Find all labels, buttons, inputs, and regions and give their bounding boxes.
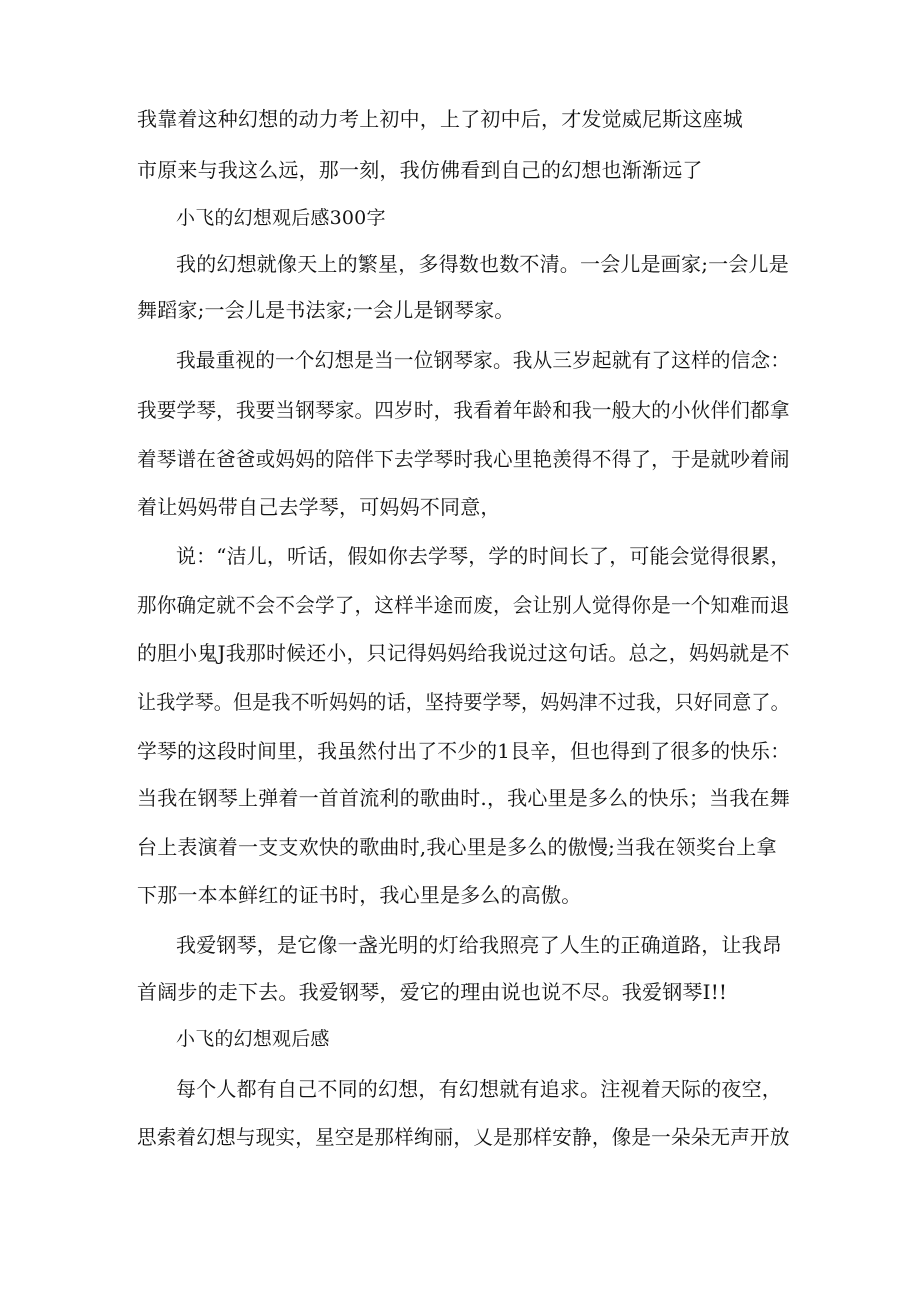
text-line: 着琴谱在爸爸或妈妈的陪伴下去学琴时我心里艳羡得不得了，于是就吵着闹 [137,447,790,471]
text-line: 我靠着这种幻想的动力考上初中，上了初中后，才发觉威尼斯这座城 [137,107,743,131]
text-line: 那你确定就不会不会学了，这样半途而废，会让别人觉得你是一个知难而退 [137,593,790,617]
text-line: 我最重视的一个幻想是当一位钢琴家。我从三岁起就有了这样的信念： [176,348,791,372]
section-heading: 小飞的幻想观后感 [176,1028,330,1050]
text-line: 我爱钢琴，是它像一盏光明的灯给我照亮了人生的正确道路，让我昂 [176,933,782,957]
text-line: 我的幻想就像天上的繁星，多得数也数不清。一会儿是画家;一会儿是 [176,252,789,276]
text-line: 舞蹈家;一会儿是书法家;一会儿是钢琴家。 [137,298,515,322]
text-line: 的胆小鬼J我那时候还小，只记得妈妈给我说过这句话。总之，妈妈就是不 [137,641,790,665]
text-line: 学琴的这段时间里，我虽然付出了不少的1艮辛，但也得到了很多的快乐： [137,739,791,763]
text-line: 市原来与我这么远，那一刻，我仿佛看到自己的幻想也渐渐远了 [137,158,703,182]
text-line: 我要学琴，我要当钢琴家。四岁时，我看着年龄和我一般大的小伙伴们都拿 [137,398,790,422]
text-line: 当我在钢琴上弹着一首首流利的歌曲时.，我心里是多么的快乐；当我在舞 [137,786,790,810]
text-line: 台上表演着一支支欢快的歌曲时,我心里是多么的傲慢;当我在领奖台上拿 [137,835,777,859]
text-line: 说：“洁儿，听话，假如你去学琴，学的时间长了，可能会觉得很累， [176,544,791,568]
text-line: 思索着幻想与现实，星空是那样绚丽，乂是那样安静，像是一朵朵无声开放 [137,1125,790,1149]
text-line: 着让妈妈带自己去学琴，可妈妈不同意， [137,495,501,519]
text-line: 下那一本本鲜红的证书时，我心里是多么的高傲。 [137,883,582,907]
section-heading: 小飞的幻想观后感300字 [176,207,386,229]
text-line: 首阔步的走下去。我爱钢琴，爱它的理由说也说不尽。我爱钢琴I!! [137,980,728,1004]
text-line: 每个人都有自己不同的幻想，有幻想就有追求。注视着天际的夜空， [176,1077,782,1101]
text-line: 让我学琴。但是我不听妈妈的话，坚持要学琴，妈妈津不过我，只好同意了。 [137,690,790,714]
